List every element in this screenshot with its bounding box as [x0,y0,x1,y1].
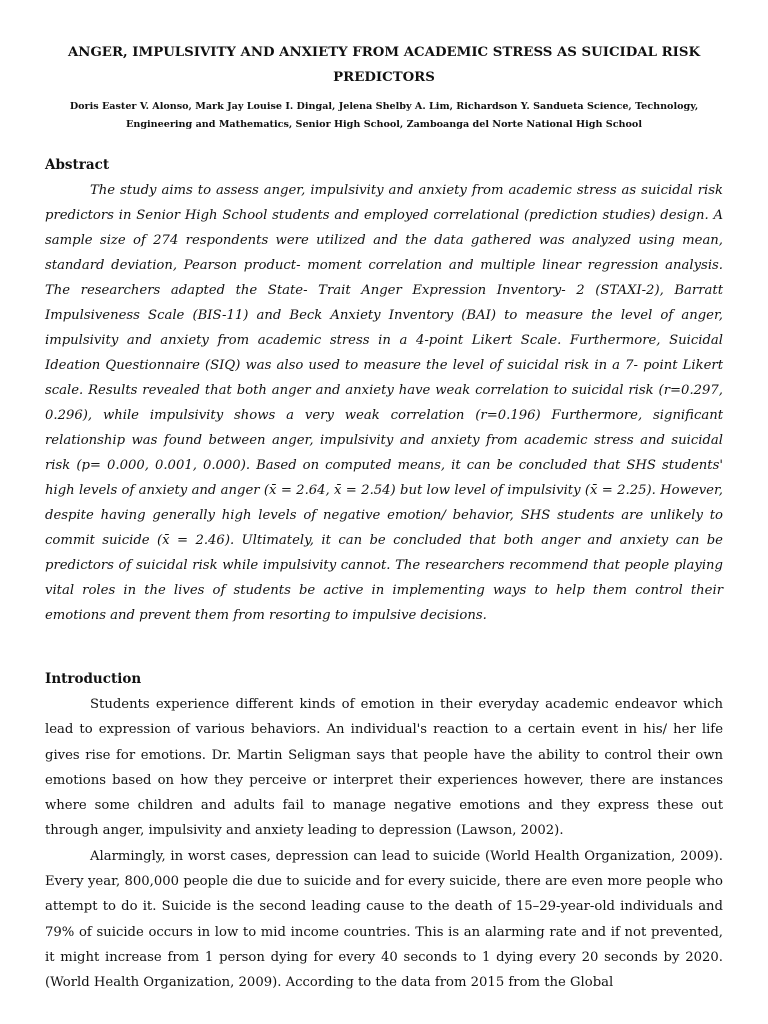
introduction-paragraph-2: Alarmingly, in worst cases, depression can lead to suicide (World Health Organization, 2009). Every year, 800,000 people die due to suicide and for every suicide, there are even more people who attempt to do it. Suicide is the second leading cause to the death of 15–29-year-old individuals and 79% of suicide occurs in low to mid income countries. This is an alarming rate and if not prevented, it might increase from 1 person dying for every 40 seconds to 1 dying every 20 seconds by 2020. (World Health Organization, 2009). According to the data from 2015 from the Global [45,848,723,991]
abstract-heading: Abstract [45,157,110,173]
paper-page [45,40,723,996]
introduction-section [45,669,723,996]
author-affiliation-line: Doris Easter V. Alonso, Mark Jay Louise I. Dingal, Jelena Shelby A. Lim, Richardson Y. Sandueta Science, Technology, Engineering and Mathematics, Senior High School, Zamboanga del Norte National High School [69,101,699,130]
paper-title: ANGER, IMPULSIVITY AND ANXIETY FROM ACADEMIC STRESS AS SUICIDAL RISK PREDICTORS [67,45,701,85]
abstract-paragraph: The study aims to assess anger, impulsivity and anxiety from academic stress as suicidal risk predictors in Senior High School students and employed correlational (prediction studies) design. A sample size of 274 respondents were utilized and the data gathered was analyzed using mean, standard deviation, Pearson product- moment correlation and multiple linear regression analysis. The researchers adapted the State- Trait Anger Expression Inventory- 2 (STAXI-2), Barratt Impulsiveness Scale (BIS-11) and Beck Anxiety Inventory (BAI) to measure the level of anger, impulsivity and anxiety from academic stress in a 4-point Likert Scale. Furthermore, Suicidal Ideation Questionnaire (SIQ) was also used to measure the level of suicidal risk in a 7- point Likert scale. Results revealed that both anger and anxiety have weak correlation to suicidal risk (r=0.297, 0.296), while impulsivity shows a very weak correlation (r=0.196) Furthermore, significant relationship was found between anger, impulsivity and anxiety from academic stress and suicidal risk (p= 0.000, 0.001, 0.000). Based on computed means, it can be concluded that SHS students' high levels of anxiety and anger (x̄ = 2.64, x̄ = 2.54) but low level of impulsivity (x̄ = 2.25). However, despite having generally high levels of negative emotion/ behavior, SHS students are unlikely to commit suicide (x̄ = 2.46). Ultimately, it can be concluded that both anger and anxiety can be predictors of suicidal risk while impulsivity cannot. The researchers recommend that people playing vital roles in the lives of students be active in implementing ways to help them control their emotions and prevent them from resorting to impulsive decisions. [45,183,723,623]
introduction-paragraph-1: Students experience different kinds of emotion in their everyday academic endeavor which lead to expression of various behaviors. An individual's reaction to a certain event in his/ her life gives rise for emotions. Dr. Martin Seligman says that people have the ability to control their own emotions based on how they perceive or interpret their experiences however, there are instances where some children and adults fail to manage negative emotions and they express these out through anger, impulsivity and anxiety leading to depression (Lawson, 2002). [45,697,723,839]
abstract-section [45,155,723,628]
introduction-heading: Introduction [45,671,142,687]
